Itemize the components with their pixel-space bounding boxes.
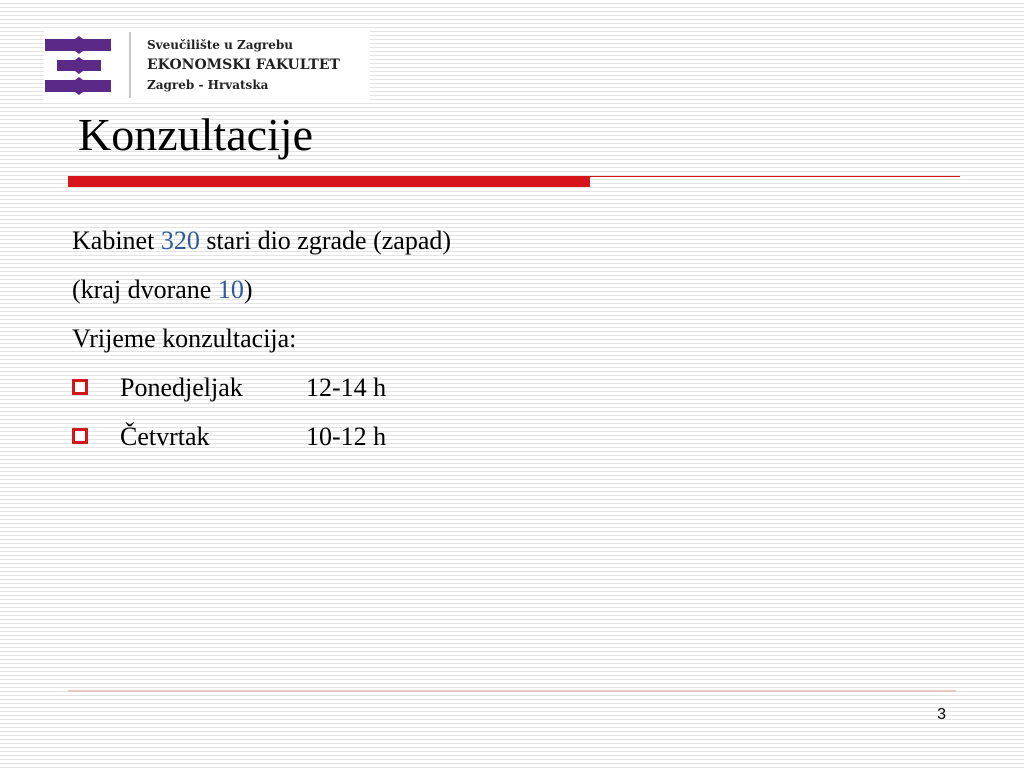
office-number: 320 [160,226,200,255]
consultation-day: Ponedjeljak [120,373,243,402]
hall-line [72,265,451,314]
list-item [72,363,451,412]
hall-label: (kraj dvorane [72,275,218,304]
logo-text [147,35,340,95]
hall-close: ) [243,275,253,304]
logo-location: Zagreb - Hrvatska [147,78,269,92]
office-location: stari dio zgrade (zapad) [199,226,452,255]
logo-faculty: EKONOMSKI FAKULTET [147,57,340,73]
faculty-emblem-icon [44,36,114,96]
title-underline-thick [68,176,590,187]
slide-title: Konzultacije [78,109,314,160]
square-bullet-icon [72,428,88,444]
footer-divider [68,690,956,692]
logo-university: Sveučilište u Zagrebu [147,38,293,52]
hours-heading: Vrijeme konzultacija: [72,324,297,353]
slide-content [72,216,451,461]
faculty-logo [44,30,370,101]
office-line [72,216,451,265]
consultation-time: 10-12 h [306,422,387,451]
office-label: Kabinet [72,226,161,255]
logo-divider [129,32,131,98]
consultation-day: Četvrtak [120,422,210,451]
square-bullet-icon [72,379,88,395]
consultation-time: 12-14 h [306,373,387,402]
page-number: 3 [937,706,946,723]
hall-number: 10 [217,275,244,304]
list-item [72,412,451,461]
title-underline-thin [590,176,960,177]
